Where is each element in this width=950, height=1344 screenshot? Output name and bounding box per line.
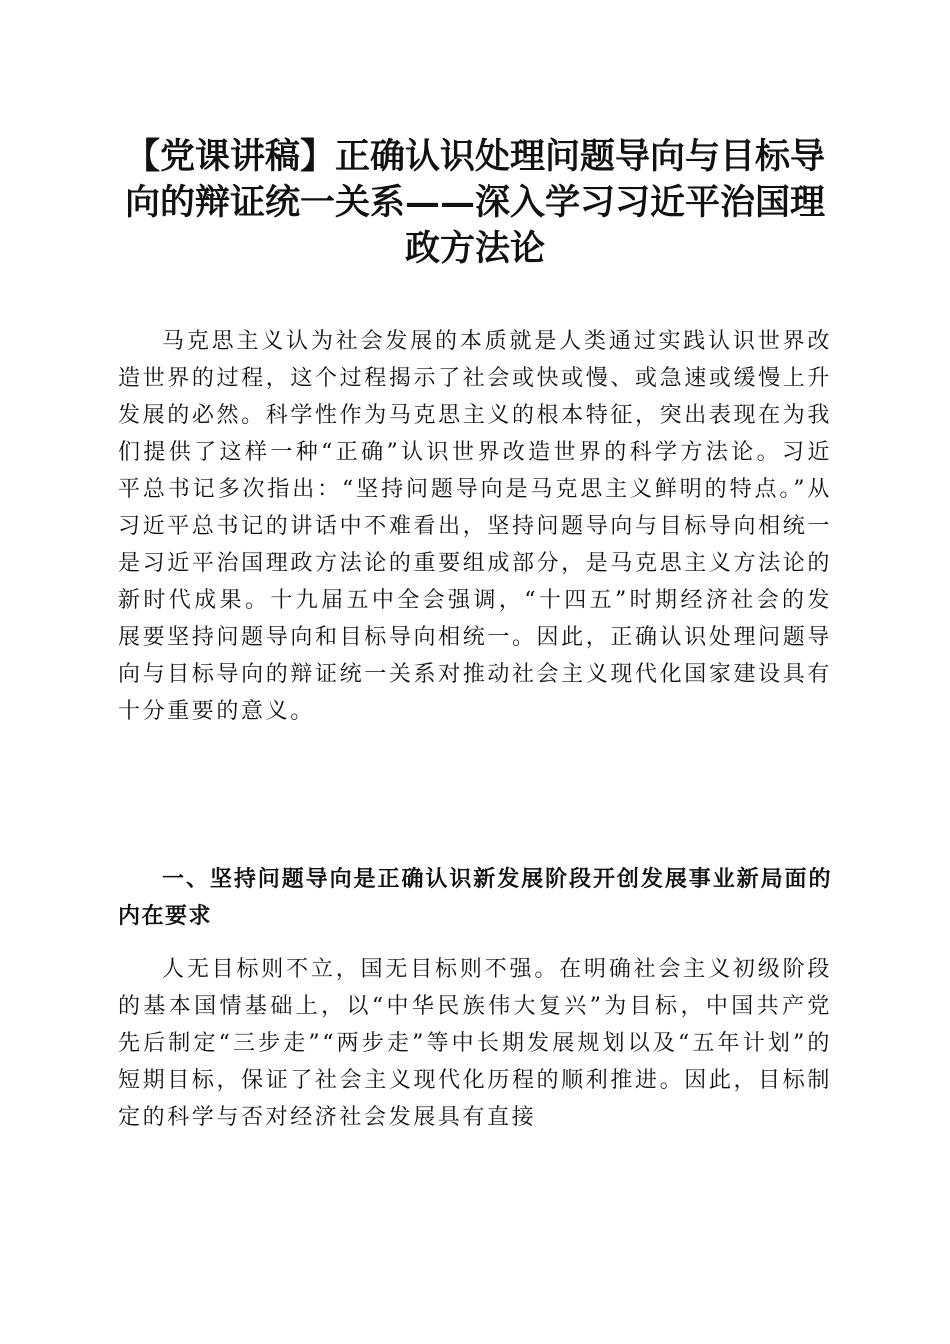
intro-paragraph: 马克思主义认为社会发展的本质就是人类通过实践认识世界改造世界的过程，这个过程揭示了社会或快或慢、或急速或缓慢上升发展的必然。科学性作为马克思主义的根本特征，突出表现在为我们提供了这样一种“正确”认识世界改造世界的科学方法论。习近平总书记多次指出：“坚持问题导向是马克思主义鲜明的特点。”从习近平总书记的讲话中不难看出，坚持问题导向与目标导向相统一是习近平治国理政方法论的重要组成部分，是马克思主义方法论的新时代成果。十九届五中全会强调，“十四五”时期经济社会的发展要坚持问题导向和目标导向相统一。因此，正确认识处理问题导向与目标导向的辩证统一关系对推动社会主义现代化国家建设具有十分重要的意义。 xyxy=(118,329,832,724)
section-heading-1: 一、坚持问题导向是正确认识新发展阶段开创发展事业新局面的内在要求 xyxy=(118,867,832,929)
section-1-paragraph: 人无目标则不立，国无目标则不强。在明确社会主义初级阶段的基本国情基础上，以“中华民族伟大复兴”为目标，中国共产党先后制定“三步走”“两步走”等中长期发展规划以及“五年计划”的短期目标，保证了社会主义现代化历程的顺利推进。因此，目标制定的科学与否对经济社会发展具有直接 xyxy=(118,957,832,1130)
document-title: 【党课讲稿】正确认识处理问题导向与目标导向的辩证统一关系——深入学习习近平治国理政方法论 xyxy=(124,136,825,269)
